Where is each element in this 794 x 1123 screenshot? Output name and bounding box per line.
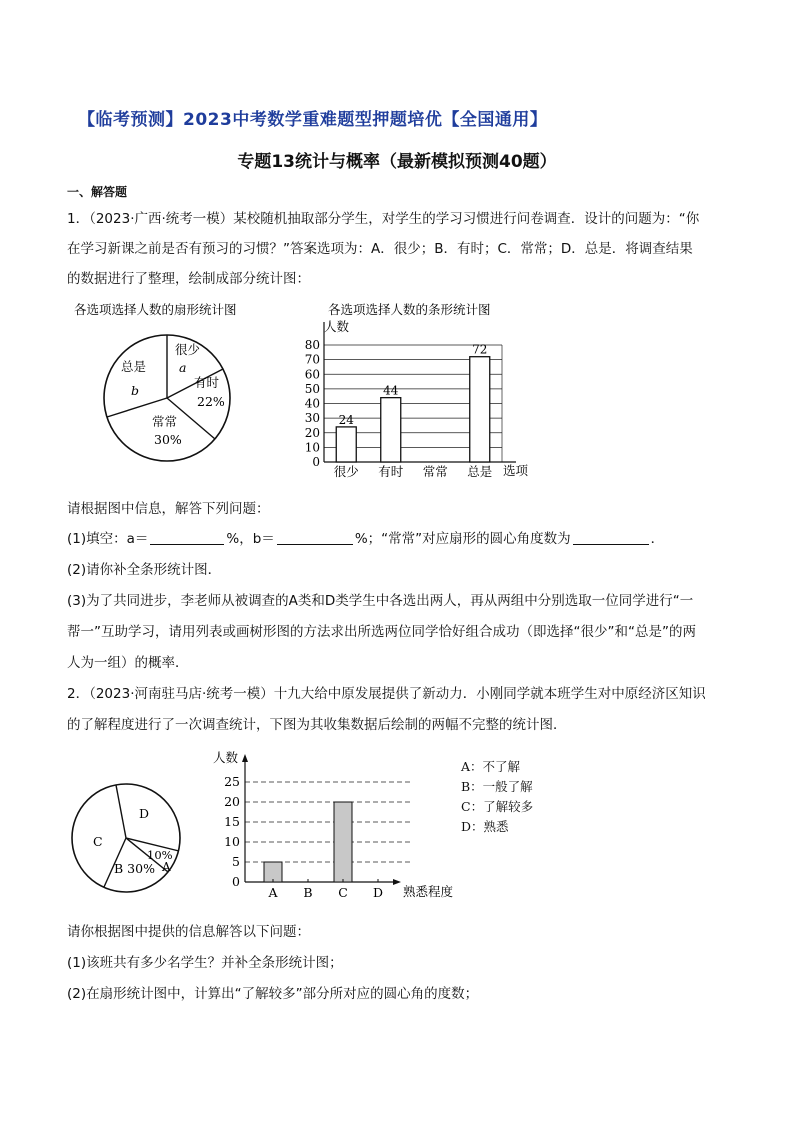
legend-item-d: D：熟悉 bbox=[461, 819, 509, 834]
q1-sub1 bbox=[67, 527, 664, 547]
q1-bar-category-label: 有时 bbox=[378, 464, 404, 479]
q1-line-2: 在学习新课之前是否有预习的习惯？”答案选项为：A．很少；B．有时；C．常常；D．总是．将调查结果 bbox=[67, 241, 693, 257]
q1-bar-ytick: 20 bbox=[304, 425, 320, 440]
q2-bar-x-arrow bbox=[393, 879, 401, 885]
q2-pie-label-b: B 30% bbox=[114, 861, 155, 876]
legend-item-a: A：不了解 bbox=[461, 759, 521, 774]
q1-sub3-line-3: 人为一组）的概率． bbox=[67, 655, 189, 671]
q2-bar-ytick: 20 bbox=[224, 794, 240, 809]
page-title: 专题13统计与概率（最新模拟预测40题） bbox=[237, 152, 557, 172]
q1-bar-2 bbox=[381, 398, 401, 462]
q1-pie-chart bbox=[60, 298, 300, 468]
q2-bar-ytick: 15 bbox=[224, 814, 240, 829]
q1-sub1-part-c: %；“常常”对应扇形的圆心角度数为 bbox=[354, 531, 571, 547]
q2-bar-chart bbox=[205, 748, 467, 903]
q1-pie-label-22pct: 22% bbox=[197, 394, 225, 409]
answer-blank-a[interactable] bbox=[150, 530, 224, 545]
section-heading: 一、解答题 bbox=[67, 185, 128, 199]
q1-bar-xlabel: 选项 bbox=[503, 463, 529, 478]
q1-sub1-part-b: %，b＝ bbox=[226, 531, 275, 547]
q1-bar-value-label: 44 bbox=[383, 383, 399, 398]
q2-legend bbox=[461, 757, 533, 837]
q1-bar-category-label: 常常 bbox=[422, 464, 448, 479]
q2-sub1: (1)该班共有多少名学生？并补全条形统计图； bbox=[67, 955, 343, 971]
q1-bar-ytick: 0 bbox=[312, 455, 320, 469]
answer-blank-b[interactable] bbox=[277, 530, 353, 545]
series-title: 【临考预测】2023中考数学重难题型押题培优【全国通用】 bbox=[78, 110, 548, 130]
q1-sub1-end: ． bbox=[650, 531, 665, 547]
q1-bar-ylabel: 人数 bbox=[324, 319, 350, 334]
q1-bar-ytick: 60 bbox=[304, 367, 320, 382]
q2-prompt: 请你根据图中提供的信息解答以下问题： bbox=[67, 924, 310, 940]
q1-line-1: 1．（2023·广西·统考一模）某校随机抽取部分学生，对学生的学习习惯进行问卷调查．设计的问题为：“你 bbox=[67, 211, 700, 227]
q2-bar-category-label: B bbox=[303, 885, 313, 900]
q1-pie-label-b: b bbox=[131, 383, 140, 398]
q1-pie-label-sometimes: 有时 bbox=[194, 375, 220, 390]
q1-bar-category-label: 很少 bbox=[333, 464, 359, 479]
q2-bar-category-label: C bbox=[338, 885, 348, 900]
q2-bar-category-label: A bbox=[268, 885, 278, 900]
q1-bar-1 bbox=[336, 427, 356, 462]
q1-bar-chart bbox=[290, 298, 560, 488]
q1-bar-ytick: 70 bbox=[304, 352, 320, 367]
q1-bar-title: 各选项选择人数的条形统计图 bbox=[328, 302, 491, 317]
q2-bar-y-arrow bbox=[242, 754, 248, 762]
q2-bar-ylabel: 人数 bbox=[213, 750, 239, 765]
q1-bar-ytick: 80 bbox=[304, 338, 320, 352]
q1-bar-4 bbox=[470, 357, 490, 462]
q2-bar-C bbox=[334, 802, 352, 882]
q1-pie-label-30pct: 30% bbox=[154, 432, 182, 447]
answer-blank-angle[interactable] bbox=[573, 530, 649, 545]
legend-item-c: C：了解较多 bbox=[461, 799, 534, 814]
q2-bar-ytick: 10 bbox=[224, 834, 240, 849]
q1-sub1-part-a: (1)填空：a＝ bbox=[67, 531, 149, 547]
q1-bar-ytick: 30 bbox=[304, 411, 320, 426]
q2-pie-label-c: C bbox=[93, 834, 103, 849]
q2-bar-category-label: D bbox=[372, 885, 384, 900]
q1-pie-label-a: a bbox=[179, 360, 187, 375]
q2-pie-label-10pct: 10% bbox=[147, 848, 173, 862]
q1-line-3: 的数据进行了整理，绘制成部分统计图： bbox=[67, 271, 310, 287]
q2-pie-chart bbox=[66, 780, 196, 900]
q1-bar-ytick: 10 bbox=[304, 440, 320, 455]
q1-sub3-line-1: (3)为了共同进步，李老师从被调查的A类和D类学生中各选出两人，再从两组中分别选取一位同学进行“一 bbox=[67, 593, 694, 609]
q1-bar-value-label: 72 bbox=[472, 342, 488, 357]
q2-bar-ytick: 25 bbox=[224, 774, 240, 789]
q1-pie-label-rare: 很少 bbox=[175, 342, 201, 357]
q1-sub3-line-2: 帮一”互助学习，请用列表或画树形图的方法求出所选两位同学恰好组合成功（即选择“很少”和“总是”的两 bbox=[67, 624, 696, 640]
q1-pie-label-often: 常常 bbox=[152, 414, 178, 429]
q1-bar-category-label: 总是 bbox=[467, 464, 493, 479]
q2-bar-ytick: 0 bbox=[232, 874, 240, 889]
q1-bar-ytick: 50 bbox=[304, 381, 320, 396]
q1-bar-value-label: 24 bbox=[338, 412, 354, 427]
q2-pie-label-d: D bbox=[139, 806, 150, 821]
q2-line-2: 的了解程度进行了一次调查统计，下图为其收集数据后绘制的两幅不完整的统计图． bbox=[67, 717, 567, 733]
q1-prompt: 请根据图中信息，解答下列问题： bbox=[67, 501, 270, 517]
q2-bar-xlabel: 熟悉程度 bbox=[403, 884, 454, 899]
legend-item-b: B：一般了解 bbox=[461, 779, 533, 794]
q2-bar-ytick: 5 bbox=[232, 854, 240, 869]
q1-sub2: (2)请你补全条形统计图． bbox=[67, 562, 222, 578]
q2-line-1: 2．（2023·河南驻马店·统考一模）十九大给中原发展提供了新动力．小刚同学就本班学生对中原经济区知识 bbox=[67, 686, 706, 702]
q2-sub2: (2)在扇形统计图中，计算出“了解较多”部分所对应的圆心角的度数； bbox=[67, 986, 479, 1002]
q2-pie-label-a: A bbox=[162, 860, 171, 874]
q1-pie-title: 各选项选择人数的扇形统计图 bbox=[74, 302, 237, 317]
q1-bar-ytick: 40 bbox=[304, 396, 320, 411]
q1-pie-label-always: 总是 bbox=[121, 359, 147, 374]
